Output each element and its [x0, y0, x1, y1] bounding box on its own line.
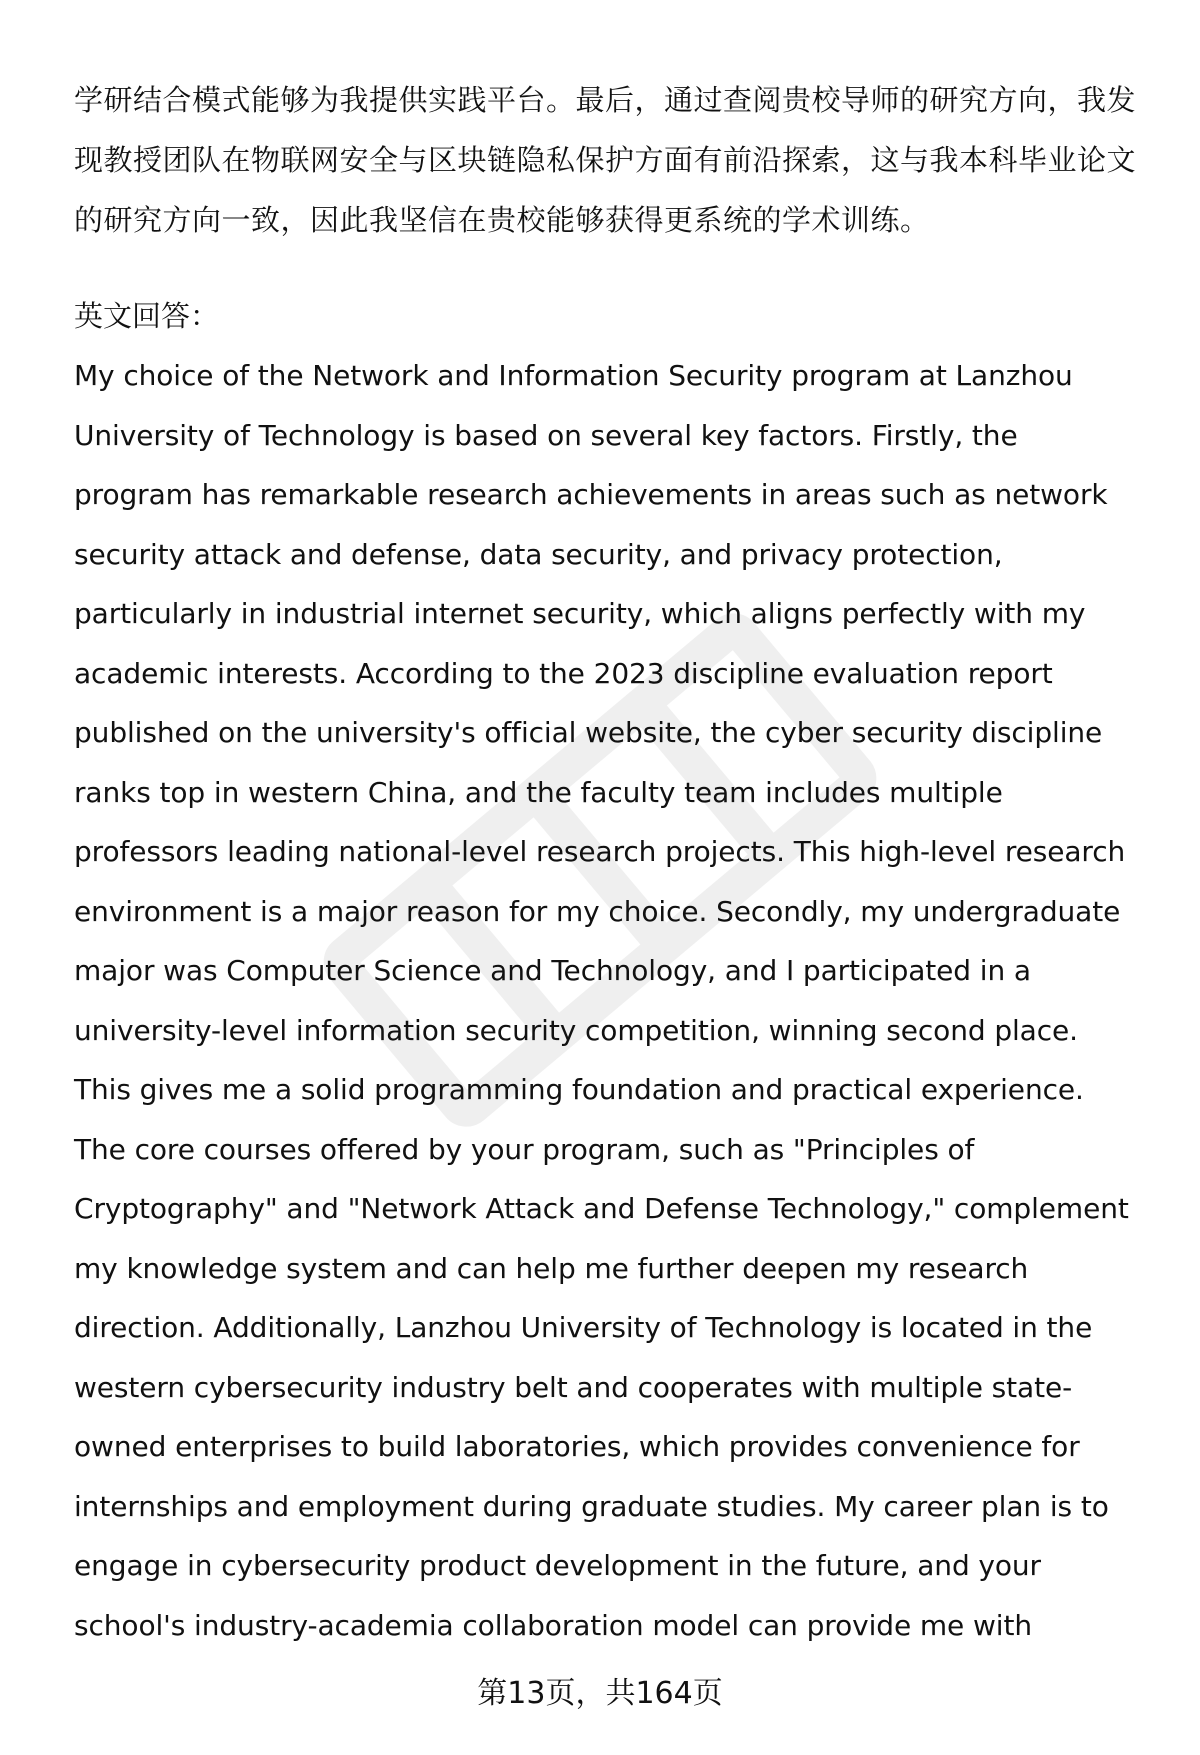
english-text-line: university-level information security competition, winning second place.	[74, 1013, 1078, 1047]
english-text-line: environment is a major reason for my choice. Secondly, my undergraduate	[74, 894, 1121, 928]
english-text-line: University of Technology is based on several key factors. Firstly, the	[74, 418, 1018, 452]
english-text-line: western cybersecurity industry belt and cooperates with multiple state-	[74, 1370, 1073, 1404]
english-text-line: owned enterprises to build laboratories, which provides convenience for	[74, 1430, 1080, 1463]
english-answer-label: 英文回答：	[74, 299, 220, 333]
english-text-line: The core courses offered by your program, such as "Principles of	[74, 1132, 975, 1166]
english-text-line: program has remarkable research achievements in areas such as network	[74, 478, 1108, 511]
english-text-line: This gives me a solid programming foundation and practical experience.	[74, 1073, 1084, 1106]
english-text-line: my knowledge system and can help me further deepen my research	[74, 1251, 1029, 1285]
english-text-line: security attack and defense, data security, and privacy protection,	[74, 537, 1003, 571]
english-text-line: Cryptography" and "Network Attack and Defense Technology," complement	[74, 1192, 1129, 1225]
content-area	[74, 70, 1154, 1655]
english-text-line: internships and employment during graduate studies. My career plan is to	[74, 1489, 1109, 1523]
page-number-footer: 第13页，共164页	[477, 1676, 723, 1711]
english-text-line: My choice of the Network and Information Security program at Lanzhou	[74, 359, 1073, 392]
english-text-line: direction. Additionally, Lanzhou University of Technology is located in the	[74, 1311, 1093, 1344]
english-text-line: particularly in industrial internet security, which aligns perfectly with my	[74, 597, 1086, 630]
paragraph-gap	[74, 250, 1154, 286]
english-text-line: published on the university's official website, the cyber security discipline	[74, 716, 1103, 749]
english-text-line: school's industry-academia collaboration model can provide me with	[74, 1608, 1032, 1642]
chinese-text-line: 的研究方向一致，因此我坚信在贵校能够获得更系统的学术训练。	[74, 203, 930, 237]
english-text-line: ranks top in western China, and the faculty team includes multiple	[74, 775, 1003, 809]
chinese-text-line: 学研结合模式能够为我提供实践平台。最后，通过查阅贵校导师的研究方向，我发	[74, 83, 1137, 117]
english-text-line: professors leading national-level research projects. This high-level research	[74, 835, 1126, 868]
english-text-line: engage in cybersecurity product development in the future, and your	[74, 1549, 1041, 1582]
english-text-line: academic interests. According to the 2023 discipline evaluation report	[74, 656, 1053, 690]
chinese-text-line: 现教授团队在物联网安全与区块链隐私保护方面有前沿探索，这与我本科毕业论文	[74, 143, 1137, 177]
english-text-line: major was Computer Science and Technology, and I participated in a	[74, 954, 1031, 987]
